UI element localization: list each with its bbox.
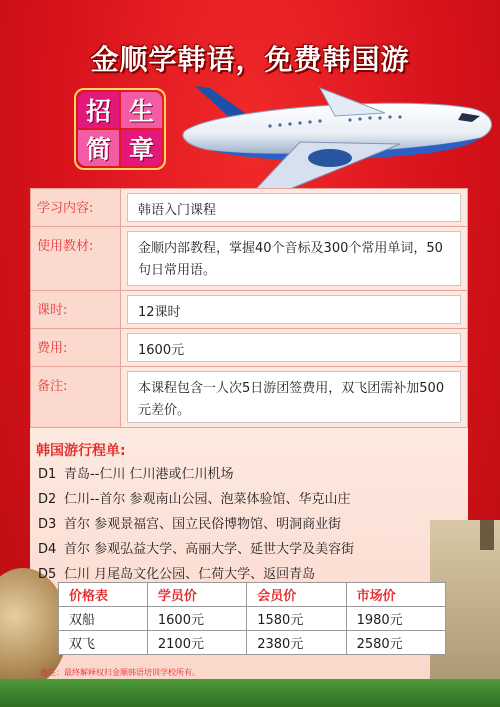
grass-illustration bbox=[0, 679, 500, 707]
price-row bbox=[59, 631, 446, 655]
price-cell: 2580元 bbox=[346, 631, 445, 655]
day-number: D1 bbox=[38, 467, 57, 482]
itinerary-title: 韩国游行程单: bbox=[36, 443, 126, 459]
course-row bbox=[31, 227, 467, 291]
headline: 金顺学韩语，免费韩国游 bbox=[90, 43, 410, 76]
course-value: 本课程包含一人次5日游团签费用，双飞团需补加500元差价。 bbox=[127, 371, 461, 423]
course-value: 金顺内部教程，掌握40个音标及300个常用单词，50句日常用语。 bbox=[127, 231, 461, 286]
footnote: 备注：最终解释权归金顺韩语培训学校所有。 bbox=[40, 668, 200, 677]
badge-char: 简 bbox=[78, 130, 119, 166]
badge-char: 招 bbox=[78, 92, 119, 128]
course-row bbox=[31, 367, 467, 427]
price-cell: 1580元 bbox=[247, 607, 346, 631]
price-cell: 2380元 bbox=[247, 631, 346, 655]
course-value: 12课时 bbox=[127, 295, 461, 324]
course-info-panel bbox=[30, 188, 468, 428]
day-text: 仁川--首尔 参观南山公园、泡菜体验馆、华克山庄 bbox=[64, 492, 351, 507]
day-text: 青岛--仁川 仁川港或仁川机场 bbox=[64, 467, 234, 482]
price-header: 市场价 bbox=[346, 583, 445, 607]
price-row bbox=[59, 607, 446, 631]
itinerary-day bbox=[38, 513, 341, 532]
price-header: 会员价 bbox=[247, 583, 346, 607]
course-label: 学习内容: bbox=[31, 189, 121, 226]
clock-tower-illustration bbox=[480, 520, 494, 550]
itinerary-day bbox=[38, 488, 351, 507]
price-header: 价格表 bbox=[59, 583, 148, 607]
price-cell: 双船 bbox=[59, 607, 148, 631]
price-cell: 1600元 bbox=[147, 607, 246, 631]
course-label: 备注: bbox=[31, 367, 121, 427]
course-value: 1600元 bbox=[127, 333, 461, 362]
day-text: 仁川 月尾岛文化公园、仁荷大学、返回青岛 bbox=[64, 567, 316, 582]
badge-char: 章 bbox=[121, 130, 162, 166]
airplane-illustration bbox=[150, 58, 500, 198]
course-label: 课时: bbox=[31, 291, 121, 328]
course-value: 韩语入门课程 bbox=[127, 193, 461, 222]
course-row bbox=[31, 189, 467, 227]
day-text: 首尔 参观景福宫、国立民俗博物馆、明洞商业街 bbox=[64, 517, 342, 532]
price-cell: 双飞 bbox=[59, 631, 148, 655]
itinerary-day bbox=[38, 538, 354, 557]
course-label: 费用: bbox=[31, 329, 121, 366]
course-label: 使用教材: bbox=[31, 227, 121, 290]
course-row bbox=[31, 291, 467, 329]
day-text: 首尔 参观弘益大学、高丽大学、延世大学及美容街 bbox=[64, 542, 355, 557]
price-table bbox=[58, 582, 446, 655]
day-number: D5 bbox=[38, 567, 57, 582]
price-header-row bbox=[59, 583, 446, 607]
itinerary-day bbox=[38, 463, 234, 482]
badge-char: 生 bbox=[121, 92, 162, 128]
price-cell: 2100元 bbox=[147, 631, 246, 655]
day-number: D4 bbox=[38, 542, 57, 557]
itinerary-day bbox=[38, 563, 315, 582]
day-number: D2 bbox=[38, 492, 57, 507]
price-cell: 1980元 bbox=[346, 607, 445, 631]
course-row bbox=[31, 329, 467, 367]
price-header: 学员价 bbox=[147, 583, 246, 607]
day-number: D3 bbox=[38, 517, 57, 532]
